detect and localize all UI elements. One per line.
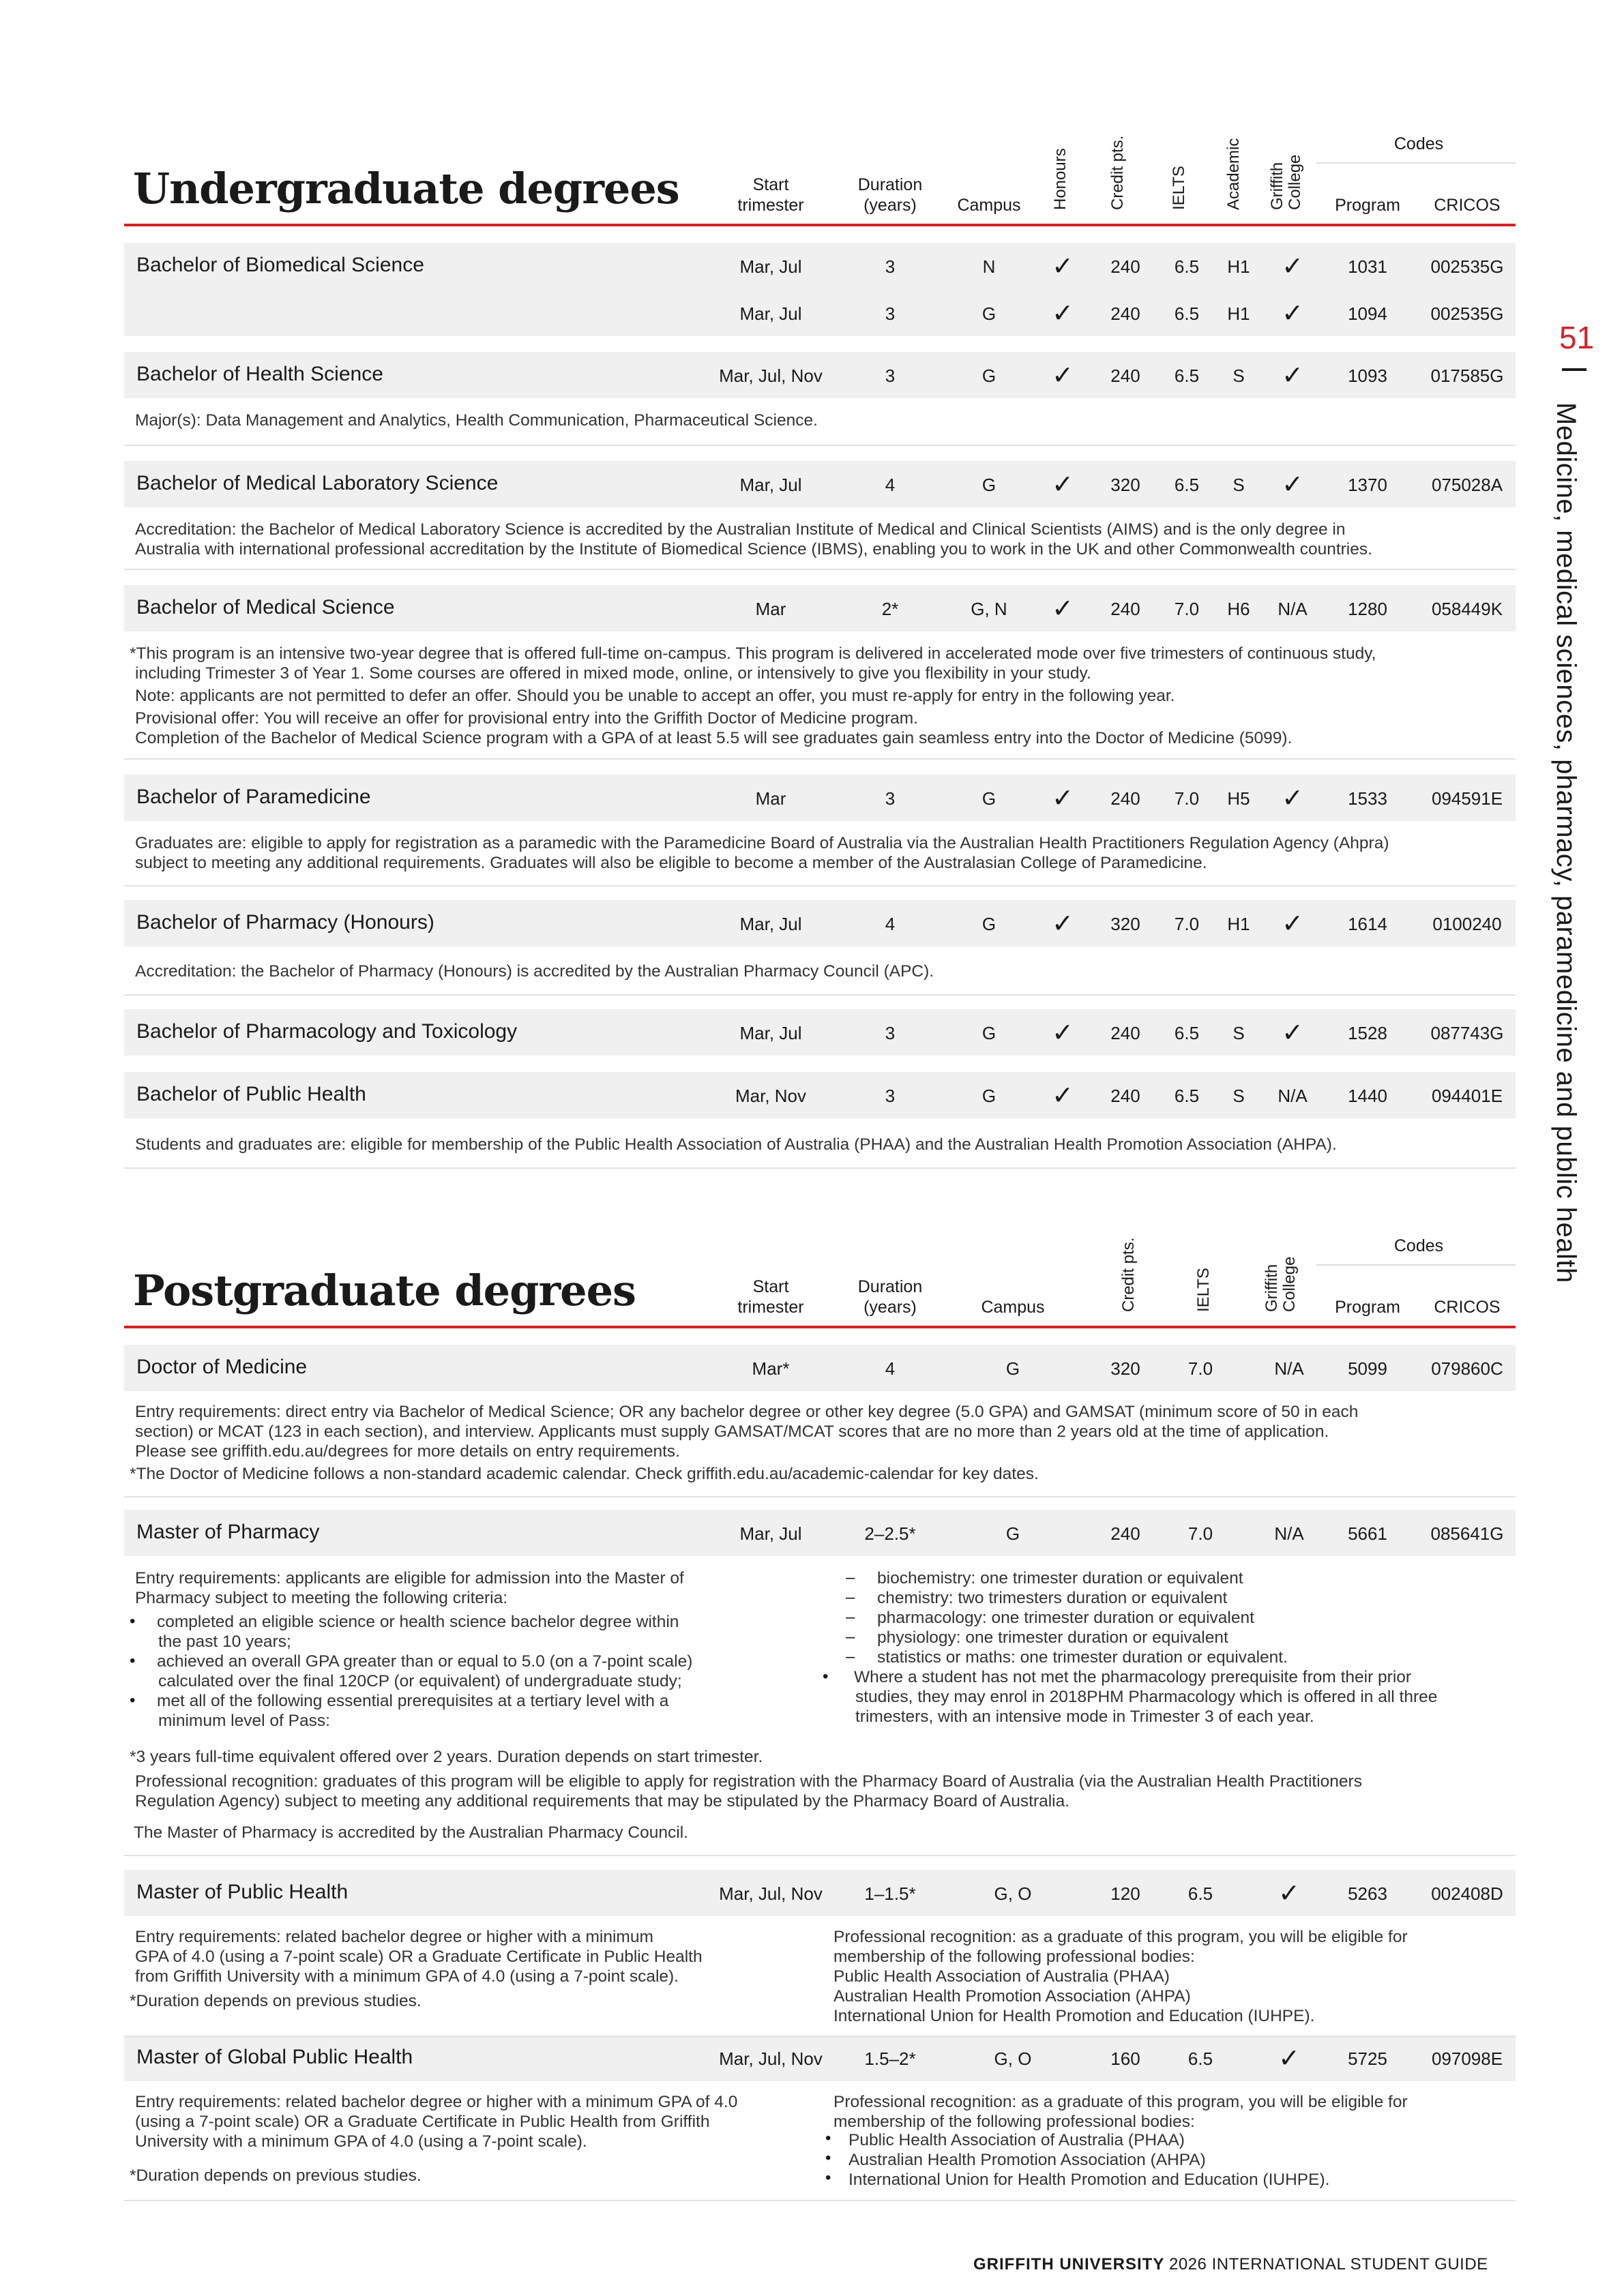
cell-campus: G bbox=[981, 788, 996, 809]
checkmark-icon: ✓ bbox=[1052, 471, 1074, 499]
checkmark-icon: ✓ bbox=[1052, 784, 1074, 813]
cell-duration: 2* bbox=[881, 599, 899, 619]
checkmark-icon: ✓ bbox=[1052, 1019, 1074, 1047]
mph-body-2: Australian Health Promotion Association (AHPA) bbox=[833, 1987, 1191, 2006]
cell-cricos: 017585G bbox=[1430, 366, 1504, 386]
cell-duration: 4 bbox=[885, 914, 896, 934]
cell-start: Mar, Jul bbox=[739, 914, 802, 934]
cell-cricos: 002535G bbox=[1430, 256, 1504, 277]
checkmark-icon: ✓ bbox=[1052, 299, 1074, 328]
cell-ielts: 6.5 bbox=[1174, 366, 1200, 386]
cell-credit: 320 bbox=[1110, 914, 1140, 934]
cell-credit: 240 bbox=[1110, 1023, 1140, 1043]
cell-ielts: 7.0 bbox=[1174, 788, 1200, 809]
cell-start: Mar, Jul bbox=[739, 256, 802, 277]
mgph-body-3: International Union for Health Promotion and Education (IUHPE). bbox=[848, 2171, 1330, 2189]
cell-program: 1094 bbox=[1348, 303, 1387, 324]
mgph-body-2: Australian Health Promotion Association (AHPA) bbox=[848, 2151, 1206, 2169]
mgph-body-1: Public Health Association of Australia (PHAA) bbox=[848, 2131, 1185, 2149]
mp-recognition-line-2: Regulation Agency) subject to meeting any additional requirements that may be stipulated by the Pharmacy Board of Australia. bbox=[135, 1792, 1070, 1810]
header-codes: Codes bbox=[1393, 134, 1444, 153]
row-separator bbox=[124, 1167, 1516, 1169]
dash: – bbox=[846, 1588, 855, 1607]
checkmark-icon: ✓ bbox=[1052, 595, 1074, 623]
pg-codes-divider bbox=[1316, 1264, 1516, 1266]
cell-start: Mar, Jul, Nov bbox=[719, 2048, 823, 2069]
cell-academic: H5 bbox=[1227, 788, 1250, 809]
cell-cricos: 097098E bbox=[1431, 2048, 1503, 2069]
paramedicine-note-line-1: Graduates are: eligible to apply for registration as a paramedic with the Paramedicine Board of Australia via the Australian Health Practitioners Regulation Agency (Ahpra) bbox=[135, 834, 1389, 852]
cell-campus: G bbox=[981, 303, 996, 324]
cell-cricos: 075028A bbox=[1431, 475, 1503, 495]
cell-ielts: 7.0 bbox=[1174, 599, 1200, 619]
mph-body-1: Public Health Association of Australia (PHAA) bbox=[833, 1967, 1170, 1986]
page-number: 51 bbox=[1559, 320, 1595, 355]
program-name: Doctor of Medicine bbox=[136, 1356, 308, 1378]
pg-header-cricos: CRICOS bbox=[1434, 1298, 1501, 1317]
row-separator bbox=[124, 445, 1516, 446]
cell-program: 5661 bbox=[1348, 1523, 1387, 1544]
checkmark-icon: ✓ bbox=[1052, 910, 1074, 938]
header-cricos: CRICOS bbox=[1434, 196, 1501, 215]
pharmacy-accreditation: Accreditation: the Bachelor of Pharmacy (Honours) is accredited by the Australian Pharmacy Council (APC). bbox=[135, 962, 934, 981]
cell-academic: H6 bbox=[1227, 599, 1250, 619]
bullet: • bbox=[130, 1652, 136, 1670]
dash: – bbox=[846, 1648, 855, 1666]
cell-credit: 240 bbox=[1110, 256, 1140, 277]
mp-accreditation: The Master of Pharmacy is accredited by the Australian Pharmacy Council. bbox=[134, 1823, 688, 1842]
cell-duration: 1–1.5* bbox=[864, 1883, 916, 1904]
row-separator bbox=[124, 2200, 1516, 2201]
cell-campus: G bbox=[1005, 1523, 1020, 1544]
mp-prereq-3: pharmacology: one trimester duration or equivalent bbox=[877, 1609, 1254, 1627]
cell-duration: 1.5–2* bbox=[864, 2048, 916, 2069]
pg-header-program: Program bbox=[1335, 1298, 1400, 1317]
cell-program: 1370 bbox=[1348, 475, 1387, 495]
md-note-line-1: Entry requirements: direct entry via Bachelor of Medical Science; OR any bachelor degree or other key degree (5.0 GPA) and GAMSAT (minimum score of 50 in each bbox=[135, 1403, 1359, 1421]
public-health-note: Students and graduates are: eligible for membership of the Public Health Association of Australia (PHAA) and the Australian Health Promotion Association (AHPA). bbox=[135, 1135, 1337, 1154]
cell-cricos: 002408D bbox=[1431, 1883, 1503, 1904]
cell-start: Mar, Jul bbox=[739, 303, 802, 324]
cell-start: Mar, Jul bbox=[739, 1023, 802, 1043]
cell-program: 5263 bbox=[1348, 1883, 1387, 1904]
cell-ielts: 6.5 bbox=[1174, 1023, 1200, 1043]
cell-cricos: 085641G bbox=[1430, 1523, 1504, 1544]
bullet: • bbox=[825, 2168, 831, 2187]
program-name: Master of Global Public Health bbox=[136, 2046, 413, 2068]
cell-cricos: 058449K bbox=[1431, 599, 1503, 619]
codes-divider bbox=[1316, 162, 1516, 164]
row-separator bbox=[124, 758, 1516, 760]
mph-duration-note: *Duration depends on previous studies. bbox=[130, 1992, 422, 2010]
checkmark-icon: ✓ bbox=[1282, 784, 1303, 813]
row-separator bbox=[124, 994, 1516, 996]
checkmark-icon: ✓ bbox=[1282, 910, 1303, 938]
cell-ielts: 6.5 bbox=[1174, 303, 1200, 324]
header-academic: Academic bbox=[1224, 138, 1243, 210]
md-note-line-4: *The Doctor of Medicine follows a non-standard academic calendar. Check griffith.edu.au/academic-calendar for key dates. bbox=[130, 1465, 1039, 1483]
ms-note-line-1: *This program is an intensive two-year degree that is offered full-time on-campus. This program is delivered in accelerated mode over five trimesters of continuous study, bbox=[130, 644, 1376, 663]
footer bbox=[973, 2255, 1488, 2274]
cell-program: 5099 bbox=[1348, 1358, 1387, 1379]
cell-start: Mar, Jul, Nov bbox=[719, 366, 823, 386]
cell-academic: H1 bbox=[1227, 303, 1250, 324]
row-separator bbox=[124, 2036, 1516, 2038]
cell-campus: G, O bbox=[994, 1883, 1032, 1904]
pg-header-codes: Codes bbox=[1393, 1236, 1444, 1255]
mph-recognition-line-2: membership of the following professional bodies: bbox=[833, 1948, 1195, 1966]
bullet: • bbox=[823, 1667, 829, 1686]
bullet: • bbox=[825, 2149, 831, 2167]
cell-academic: S bbox=[1232, 475, 1245, 495]
mls-accreditation-line-2: Australia with international professional accreditation by the Institute of Biomedical Science (IBMS), enabling you to work in the UK and other Commonwealth countries. bbox=[135, 540, 1372, 558]
paramedicine-note-line-2: subject to meeting any additional requirements. Graduates will also be eligible to become a member of the Australasian College of Paramedicine. bbox=[135, 854, 1207, 872]
cell-credit: 320 bbox=[1110, 475, 1140, 495]
ms-note-line-3: Note: applicants are not permitted to defer an offer. Should you be unable to accept an offer, you must re-apply for entry in the following year. bbox=[135, 687, 1175, 705]
mph-recognition-line-1: Professional recognition: as a graduate of this program, you will be eligible for bbox=[833, 1928, 1408, 1946]
cell-college: N/A bbox=[1278, 599, 1308, 619]
cell-start: Mar bbox=[755, 599, 786, 619]
mgph-recognition-line-2: membership of the following professional bodies: bbox=[833, 2113, 1195, 2131]
program-name: Bachelor of Medical Science bbox=[136, 596, 395, 618]
cell-credit: 160 bbox=[1110, 2048, 1140, 2069]
postgraduate-title: Postgraduate degrees bbox=[133, 1266, 636, 1315]
cell-start: Mar* bbox=[752, 1358, 790, 1379]
header-campus: Campus bbox=[957, 196, 1021, 215]
program-name: Bachelor of Paramedicine bbox=[136, 786, 371, 808]
ms-note-line-2: including Trimester 3 of Year 1. Some courses are offered in mixed mode, online, or intensively to give you flexibility in your study. bbox=[135, 664, 1091, 683]
mp-footnote-duration: *3 years full-time equivalent offered over 2 years. Duration depends on start trimester. bbox=[130, 1748, 763, 1766]
cell-academic: S bbox=[1232, 1023, 1245, 1043]
pg-header-ielts: IELTS bbox=[1194, 1268, 1213, 1312]
cell-program: 5725 bbox=[1348, 2048, 1387, 2069]
checkmark-icon: ✓ bbox=[1278, 2044, 1300, 2073]
program-name: Master of Public Health bbox=[136, 1881, 349, 1903]
cell-campus: G bbox=[981, 366, 996, 386]
bullet: • bbox=[825, 2129, 831, 2147]
postgraduate-header-rule bbox=[124, 1326, 1516, 1328]
cell-start: Mar, Nov bbox=[735, 1086, 807, 1106]
cell-cricos: 087743G bbox=[1430, 1023, 1504, 1043]
checkmark-icon: ✓ bbox=[1052, 252, 1074, 281]
header-start-trimester: Start trimester bbox=[737, 175, 804, 215]
cell-program: 1533 bbox=[1348, 788, 1387, 809]
header-program: Program bbox=[1335, 196, 1400, 215]
cell-duration: 3 bbox=[885, 303, 896, 324]
mls-accreditation-line-1: Accreditation: the Bachelor of Medical Laboratory Science is accredited by the Australian Institute of Medical and Clinical Scientists (AIMS) and is the only degree in bbox=[135, 520, 1346, 539]
cell-duration: 3 bbox=[885, 256, 896, 277]
mp-criteria-2-line-2: calculated over the final 120CP (or equivalent) of undergraduate study; bbox=[158, 1672, 682, 1690]
cell-academic: H1 bbox=[1227, 914, 1250, 934]
footer-guide: 2026 INTERNATIONAL STUDENT GUIDE bbox=[1169, 2255, 1488, 2273]
checkmark-icon: ✓ bbox=[1282, 1019, 1303, 1047]
mp-recognition-line-1: Professional recognition: graduates of this program will be eligible to apply for registration with the Pharmacy Board of Australia (via the Australian Health Practitioners bbox=[135, 1772, 1362, 1791]
checkmark-icon: ✓ bbox=[1282, 299, 1303, 328]
cell-cricos: 094401E bbox=[1431, 1086, 1503, 1106]
cell-campus: G, N bbox=[971, 599, 1007, 619]
header-credit-points: Credit pts. bbox=[1108, 135, 1127, 210]
cell-program: 1528 bbox=[1348, 1023, 1387, 1043]
side-divider bbox=[1562, 368, 1586, 371]
mgph-duration-note: *Duration depends on previous studies. bbox=[130, 2166, 422, 2185]
health-science-majors: Major(s): Data Management and Analytics, Health Communication, Pharmaceutical Science. bbox=[135, 411, 818, 430]
mph-entry-line-1: Entry requirements: related bachelor degree or higher with a minimum bbox=[135, 1928, 653, 1946]
header-ielts: IELTS bbox=[1170, 166, 1188, 210]
pg-header-duration: Duration (years) bbox=[857, 1277, 923, 1317]
undergraduate-title: Undergraduate degrees bbox=[133, 164, 679, 213]
cell-ielts: 6.5 bbox=[1174, 475, 1200, 495]
md-note-line-3: Please see griffith.edu.au/degrees for more details on entry requirements. bbox=[135, 1442, 680, 1461]
cell-credit: 240 bbox=[1110, 1523, 1140, 1544]
cell-college: N/A bbox=[1278, 1086, 1308, 1106]
cell-credit: 240 bbox=[1110, 788, 1140, 809]
dash: – bbox=[846, 1628, 855, 1646]
cell-ielts: 7.0 bbox=[1187, 1523, 1213, 1544]
pg-header-start-trimester: Start trimester bbox=[737, 1277, 804, 1317]
row-separator bbox=[124, 569, 1516, 570]
md-note-line-2: section) or MCAT (123 in each section), and interview. Applicants must supply GAMSAT/MCAT scores that are no more than 2 years old at the time of application. bbox=[135, 1422, 1329, 1441]
mp-prereq-5: statistics or maths: one trimester duration or equivalent. bbox=[877, 1648, 1288, 1667]
cell-program: 1614 bbox=[1348, 914, 1387, 934]
cell-ielts: 6.5 bbox=[1187, 1883, 1213, 1904]
program-name: Bachelor of Public Health bbox=[136, 1083, 366, 1105]
cell-ielts: 7.0 bbox=[1187, 1358, 1213, 1379]
cell-duration: 4 bbox=[885, 1358, 896, 1379]
cell-ielts: 6.5 bbox=[1187, 2048, 1213, 2069]
cell-duration: 3 bbox=[885, 366, 896, 386]
cell-academic: S bbox=[1232, 366, 1245, 386]
cell-program: 1031 bbox=[1348, 256, 1387, 277]
mp-criteria-1-line-2: the past 10 years; bbox=[158, 1632, 291, 1651]
row-separator bbox=[124, 1855, 1516, 1856]
cell-college: N/A bbox=[1274, 1358, 1304, 1379]
cell-credit: 240 bbox=[1110, 1086, 1140, 1106]
cell-ielts: 6.5 bbox=[1174, 256, 1200, 277]
cell-credit: 240 bbox=[1110, 303, 1140, 324]
cell-start: Mar, Jul bbox=[739, 1523, 802, 1544]
mp-entry-line-1: Entry requirements: applicants are eligible for admission into the Master of bbox=[135, 1569, 684, 1587]
undergraduate-header-rule bbox=[124, 224, 1516, 226]
mp-criteria-3-line-1: met all of the following essential prerequisites at a tertiary level with a bbox=[157, 1692, 669, 1710]
mgph-entry-line-2: (using a 7-point scale) OR a Graduate Certificate in Public Health from Griffith bbox=[135, 2113, 710, 2131]
program-name: Master of Pharmacy bbox=[136, 1521, 320, 1543]
cell-start: Mar, Jul, Nov bbox=[719, 1883, 823, 1904]
cell-duration: 3 bbox=[885, 788, 896, 809]
cell-credit: 120 bbox=[1110, 1883, 1140, 1904]
checkmark-icon: ✓ bbox=[1278, 1879, 1300, 1908]
program-name: Bachelor of Biomedical Science bbox=[136, 254, 424, 276]
cell-cricos: 0100240 bbox=[1432, 914, 1502, 934]
mgph-recognition-line-1: Professional recognition: as a graduate of this program, you will be eligible for bbox=[833, 2093, 1408, 2111]
program-name: Bachelor of Pharmacology and Toxicology bbox=[136, 1020, 518, 1043]
cell-cricos: 094591E bbox=[1431, 788, 1503, 809]
cell-credit: 240 bbox=[1110, 366, 1140, 386]
mp-criteria-3-line-2: minimum level of Pass: bbox=[158, 1712, 330, 1730]
cell-duration: 3 bbox=[885, 1086, 896, 1106]
header-honours: Honours bbox=[1051, 148, 1069, 210]
checkmark-icon: ✓ bbox=[1282, 471, 1303, 499]
mp-prereq-4: physiology: one trimester duration or equivalent bbox=[877, 1628, 1228, 1647]
mph-entry-line-3: from Griffith University with a minimum GPA of 4.0 (using a 7-point scale). bbox=[135, 1967, 679, 1986]
cell-campus: G bbox=[1005, 1358, 1020, 1379]
cell-cricos: 079860C bbox=[1431, 1358, 1503, 1379]
cell-academic: H1 bbox=[1227, 256, 1250, 277]
ms-note-line-5: Completion of the Bachelor of Medical Science program with a GPA of at least 5.5 will see graduates gain seamless entry into the Doctor of Medicine (5099). bbox=[135, 729, 1293, 747]
program-name: Bachelor of Medical Laboratory Science bbox=[136, 472, 499, 494]
pg-header-griffith-college: Griffith College bbox=[1263, 1256, 1299, 1312]
cell-college: N/A bbox=[1274, 1523, 1304, 1544]
cell-program: 1093 bbox=[1348, 366, 1387, 386]
cell-credit: 240 bbox=[1110, 599, 1140, 619]
checkmark-icon: ✓ bbox=[1052, 1082, 1074, 1110]
mph-body-3: International Union for Health Promotion and Education (IUHPE). bbox=[833, 2007, 1315, 2025]
checkmark-icon: ✓ bbox=[1282, 252, 1303, 281]
cell-campus: N bbox=[982, 256, 996, 277]
cell-academic: S bbox=[1232, 1086, 1245, 1106]
cell-duration: 3 bbox=[885, 1023, 896, 1043]
mgph-entry-line-1: Entry requirements: related bachelor degree or higher with a minimum GPA of 4.0 bbox=[135, 2093, 738, 2111]
dash: – bbox=[846, 1608, 855, 1626]
checkmark-icon: ✓ bbox=[1282, 361, 1303, 390]
section-side-title: Medicine, medical sciences, pharmacy, paramedicine and public health bbox=[1551, 402, 1581, 1283]
cell-ielts: 6.5 bbox=[1174, 1086, 1200, 1106]
cell-ielts: 7.0 bbox=[1174, 914, 1200, 934]
cell-campus: G bbox=[981, 1023, 996, 1043]
cell-cricos: 002535G bbox=[1430, 303, 1504, 324]
mp-prereq-1: biochemistry: one trimester duration or equivalent bbox=[877, 1569, 1243, 1587]
mp-criteria-2-line-1: achieved an overall GPA greater than or equal to 5.0 (on a 7-point scale) bbox=[157, 1652, 693, 1671]
header-griffith-college: Griffith College bbox=[1268, 154, 1304, 210]
program-name: Bachelor of Health Science bbox=[136, 363, 383, 385]
cell-campus: G bbox=[981, 1086, 996, 1106]
checkmark-icon: ✓ bbox=[1052, 361, 1074, 390]
cell-start: Mar bbox=[755, 788, 786, 809]
row-separator bbox=[124, 885, 1516, 886]
mp-entry-line-2: Pharmacy subject to meeting the following criteria: bbox=[135, 1589, 508, 1607]
cell-start: Mar, Jul bbox=[739, 475, 802, 495]
footer-brand: GRIFFITH UNIVERSITY bbox=[973, 2255, 1165, 2273]
row-separator bbox=[124, 1496, 1516, 1497]
bullet: • bbox=[130, 1612, 136, 1630]
cell-duration: 4 bbox=[885, 475, 896, 495]
program-name: Bachelor of Pharmacy (Honours) bbox=[136, 911, 434, 934]
mgph-entry-line-3: University with a minimum GPA of 4.0 (using a 7-point scale). bbox=[135, 2132, 587, 2151]
cell-campus: G bbox=[981, 914, 996, 934]
dash: – bbox=[846, 1568, 855, 1587]
cell-program: 1440 bbox=[1348, 1086, 1387, 1106]
mp-pharmacology-line-3: trimesters, with an intensive mode in Trimester 3 of each year. bbox=[855, 1708, 1314, 1726]
mp-pharmacology-line-2: studies, they may enrol in 2018PHM Pharmacology which is offered in all three bbox=[855, 1688, 1438, 1706]
cell-campus: G, O bbox=[994, 2048, 1032, 2069]
mp-criteria-1-line-1: completed an eligible science or health science bachelor degree within bbox=[157, 1613, 679, 1631]
ms-note-line-4: Provisional offer: You will receive an offer for provisional entry into the Griffith Doctor of Medicine program. bbox=[135, 709, 918, 728]
bullet: • bbox=[130, 1691, 136, 1710]
pg-header-campus: Campus bbox=[981, 1298, 1045, 1317]
cell-credit: 320 bbox=[1110, 1358, 1140, 1379]
mp-pharmacology-line-1: Where a student has not met the pharmacology prerequisite from their prior bbox=[854, 1668, 1412, 1686]
header-duration: Duration (years) bbox=[857, 175, 923, 215]
cell-program: 1280 bbox=[1348, 599, 1387, 619]
mp-prereq-2: chemistry: two trimesters duration or equivalent bbox=[877, 1589, 1228, 1607]
pg-header-credit-points: Credit pts. bbox=[1119, 1237, 1138, 1312]
mph-entry-line-2: GPA of 4.0 (using a 7-point scale) OR a Graduate Certificate in Public Health bbox=[135, 1948, 703, 1966]
cell-duration: 2–2.5* bbox=[864, 1523, 916, 1544]
cell-campus: G bbox=[981, 475, 996, 495]
